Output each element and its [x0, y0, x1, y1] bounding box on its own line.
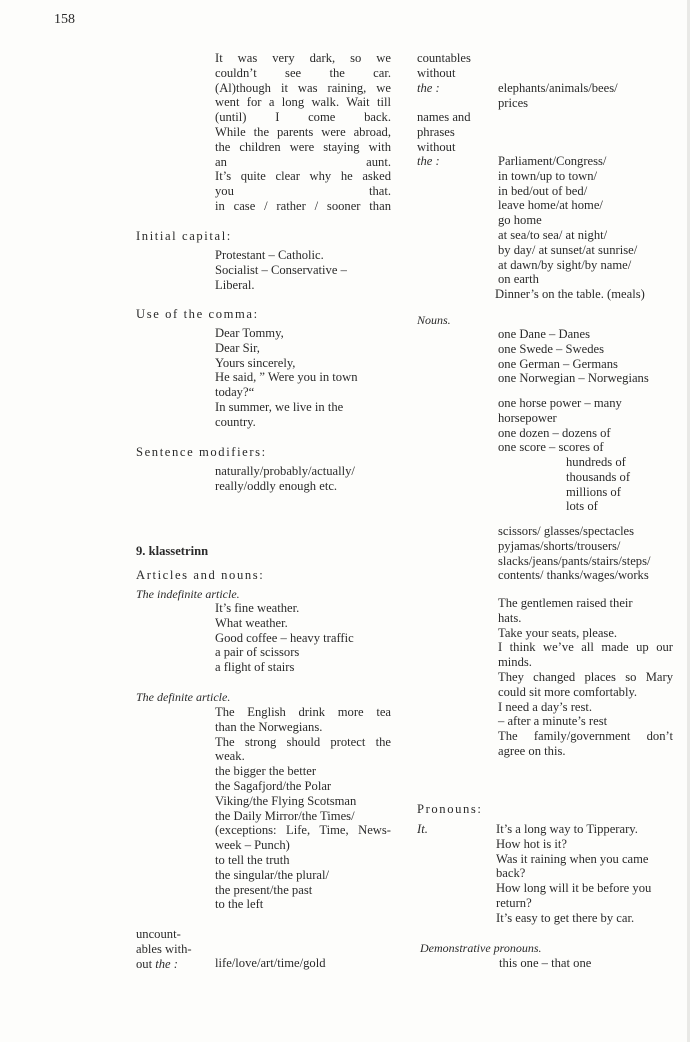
label-text: out — [136, 956, 156, 971]
text-line: without — [417, 139, 456, 154]
text-line: The gentlemen raised their — [498, 596, 633, 610]
text-line: the Sagafjord/the Polar — [215, 778, 332, 793]
text-line: Socialist – Conservative – — [215, 262, 347, 277]
nationality-examples — [498, 327, 649, 386]
text-line: a flight of stairs — [215, 660, 295, 675]
text-line: While the parents were abroad, — [215, 124, 391, 139]
page-number: 158 — [54, 12, 75, 27]
text-line: elephants/animals/bees/ — [498, 81, 618, 95]
text-line: contents/ thanks/wages/works — [498, 568, 649, 583]
text-line: went for a long walk. Wait till — [215, 95, 391, 110]
text-line: It’s fine weather. — [215, 601, 300, 615]
text-line: minds. — [498, 655, 532, 670]
text-line: in bed/out of bed/ — [498, 183, 588, 198]
dinner-line: Dinner’s on the table. (meals) — [495, 287, 645, 301]
text-line: How hot is it? — [496, 836, 568, 851]
text-line: agree on this. — [498, 743, 566, 758]
text-line: What weather. — [215, 615, 288, 630]
text-line: The strong should protect the — [215, 734, 391, 749]
text-line: He said, ” Were you in town — [215, 370, 358, 385]
text-line: Dear Sir, — [215, 340, 260, 355]
label-italic: the : — [155, 956, 178, 971]
text-line: by day/ at sunset/at sunrise/ — [498, 242, 638, 257]
text-line: (until) I come back. — [215, 110, 391, 125]
text-line: couldn’t see the car. — [215, 65, 391, 80]
text-line: really/oddly enough etc. — [215, 478, 338, 493]
pronouns-heading: Pronouns: — [417, 802, 483, 816]
demonstrative-example: this one – that one — [499, 956, 592, 970]
articles-heading: Articles and nouns: — [136, 568, 265, 582]
text-line: leave home/at home/ — [498, 198, 603, 213]
definite-examples — [215, 705, 391, 912]
text-line: one dozen – dozens of — [498, 425, 611, 440]
text-line: one German – Germans — [498, 356, 618, 371]
text-line: hundreds of — [566, 455, 626, 469]
text-line: week – Punch) — [215, 838, 290, 853]
text-line: Protestant – Catholic. — [215, 248, 324, 262]
plural-examples — [498, 524, 651, 583]
text-line: weak. — [215, 749, 245, 764]
comma-examples — [215, 326, 358, 430]
countables-value — [498, 81, 618, 111]
quantity-sub-examples — [566, 455, 630, 514]
text-line: Good coffee – heavy traffic — [215, 630, 354, 645]
text-line: at dawn/by sight/by name/ — [498, 257, 632, 272]
text-line: scissors/ glasses/spectacles — [498, 524, 635, 538]
text-line: names and — [417, 110, 471, 124]
text-line: prices — [498, 95, 529, 110]
text-line: Viking/the Flying Scotsman — [215, 793, 357, 808]
text-line: one Swede – Swedes — [498, 341, 604, 356]
it-examples — [496, 822, 673, 926]
text-line: the singular/the plural/ — [215, 867, 330, 882]
text-line: It’s a long way to Tipperary. — [496, 822, 638, 836]
text-line: The family/government don’t — [498, 729, 673, 744]
text-line: today?“ — [215, 385, 255, 400]
text-line: a pair of scissors — [215, 645, 300, 660]
text-line: millions of — [566, 484, 621, 499]
sentence-examples — [498, 596, 673, 759]
text-line: hats. — [498, 610, 522, 625]
text-line: phrases — [417, 124, 455, 139]
text-line: I think we’ve all made up our — [498, 640, 673, 655]
text-line: than the Norwegians. — [215, 719, 323, 734]
text-line: you that. — [215, 184, 391, 199]
text-line: the : — [417, 80, 440, 95]
text-line: the bigger the better — [215, 764, 317, 779]
definite-heading: The definite article. — [136, 690, 231, 704]
text-line: Yours sincerely, — [215, 355, 296, 370]
text-line: ables with- — [136, 941, 192, 956]
grade-heading: 9. klassetrinn — [136, 544, 209, 558]
text-line: They changed places so Mary — [498, 669, 673, 684]
text-line: (Al)though it was raining, we — [215, 80, 391, 95]
text-line: horsepower — [498, 410, 557, 425]
text-line: Parliament/Congress/ — [498, 154, 607, 168]
text-line: return? — [496, 895, 532, 910]
modifiers-heading: Sentence modifiers: — [136, 445, 267, 459]
text-line: an aunt. — [215, 154, 391, 169]
text-line: back? — [496, 866, 526, 881]
text-line: Dear Tommy, — [215, 326, 284, 340]
text-line — [136, 957, 192, 972]
text-line: on earth — [498, 272, 539, 287]
quantity-examples — [498, 396, 622, 455]
text-line: naturally/probably/actually/ — [215, 464, 355, 478]
text-line: – after a minute’s rest — [498, 714, 608, 729]
text-line: It’s quite clear why he asked — [215, 169, 391, 184]
modifiers-examples — [215, 464, 355, 494]
indefinite-heading: The indefinite article. — [136, 587, 240, 601]
text-line: (exceptions: Life, Time, News- — [215, 823, 391, 838]
text-line: thousands of — [566, 469, 631, 484]
text-line: uncount- — [136, 927, 181, 941]
names-examples — [498, 154, 637, 287]
text-line: one horse power – many — [498, 396, 622, 410]
text-line: one Dane – Danes — [498, 327, 590, 341]
initial-capital-heading: Initial capital: — [136, 229, 232, 243]
text-line: to the left — [215, 897, 264, 912]
text-line: In summer, we live in the — [215, 399, 344, 414]
comma-heading: Use of the comma: — [136, 307, 259, 321]
text-line: It was very dark, so we — [215, 51, 391, 65]
text-line: countables — [417, 51, 471, 65]
indefinite-examples — [215, 601, 354, 675]
nouns-heading: Nouns. — [417, 313, 451, 327]
uncountables-value: life/love/art/time/gold — [215, 956, 326, 970]
text-line: The English drink more tea — [215, 705, 391, 719]
text-line: in town/up to town/ — [498, 168, 598, 183]
countables-label — [417, 51, 471, 95]
text-line: the children were staying with — [215, 139, 391, 154]
text-line: country. — [215, 414, 256, 429]
uncountables-label — [136, 927, 192, 971]
text-line: without — [417, 65, 456, 80]
text-line: How long will it be before you — [496, 881, 652, 896]
demonstrative-heading: Demonstrative pronouns. — [420, 941, 542, 955]
text-line: lots of — [566, 499, 598, 514]
text-line: It’s easy to get there by car. — [496, 910, 635, 925]
text-line: pyjamas/shorts/trousers/ — [498, 538, 621, 553]
text-line: Liberal. — [215, 277, 255, 292]
it-label: It. — [417, 822, 428, 836]
text-line: in case / rather / sooner than — [215, 198, 391, 213]
text-line: one score – scores of — [498, 440, 604, 455]
text-line: Take your seats, please. — [498, 625, 618, 640]
text-line: at sea/to sea/ at night/ — [498, 227, 608, 242]
text-line: go home — [498, 213, 542, 228]
text-line: slacks/jeans/pants/stairs/steps/ — [498, 553, 651, 568]
text-line: the present/the past — [215, 882, 313, 897]
text-line: I need a day’s rest. — [498, 699, 593, 714]
text-line: Was it raining when you came — [496, 851, 649, 866]
text-line: one Norwegian – Norwegians — [498, 371, 649, 386]
text-line: the Daily Mirror/the Times/ — [215, 808, 355, 823]
names-label — [417, 110, 471, 169]
text-line: the : — [417, 154, 440, 169]
text-line: to tell the truth — [215, 852, 290, 867]
initial-capital-examples — [215, 248, 347, 292]
intro-examples — [215, 51, 391, 214]
text-line: could sit more comfortably. — [498, 684, 638, 699]
